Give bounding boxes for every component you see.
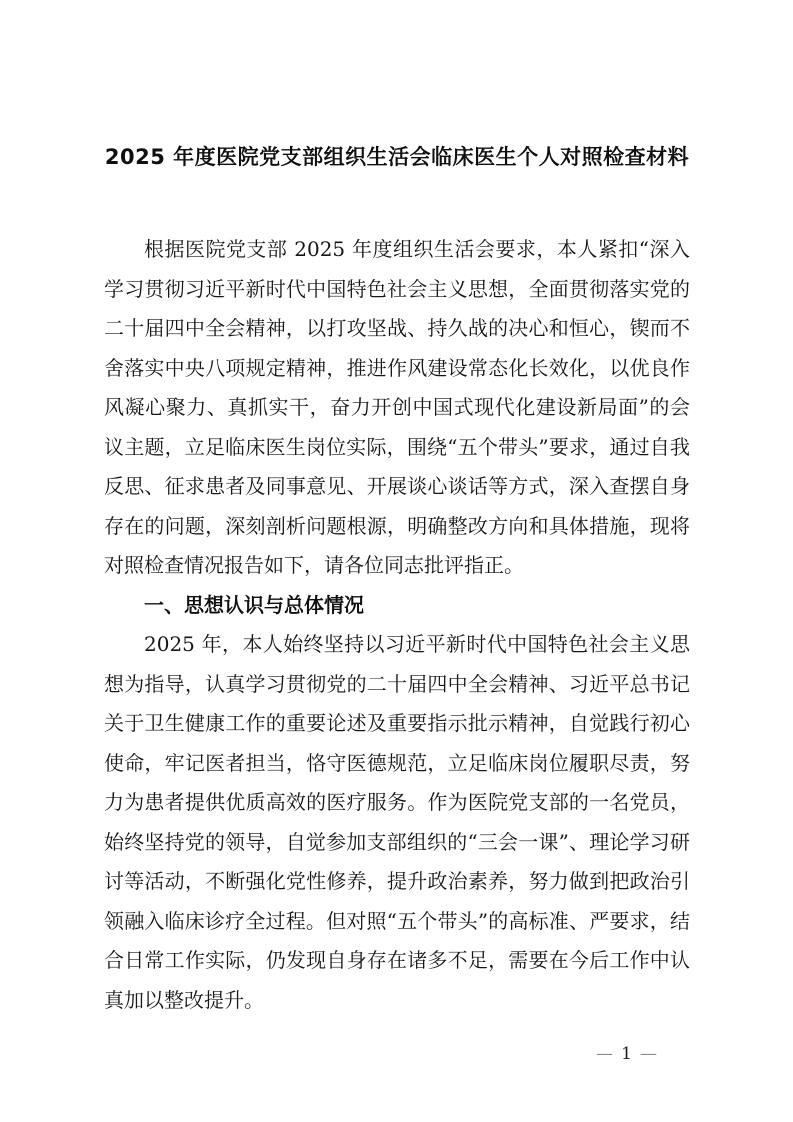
page-number-footer <box>590 1044 665 1064</box>
page-number-right-dash: — <box>640 1044 659 1064</box>
document-content <box>104 142 690 1020</box>
page-number-left-dash: — <box>596 1044 616 1064</box>
page-number-value: 1 <box>621 1044 634 1064</box>
document-title: 2025 年度医院党支部组织生活会临床医生个人对照检查材料 <box>104 145 690 169</box>
section-1-heading: 一、思想认识与总体情况 <box>144 592 364 617</box>
section-1-paragraph: 2025 年，本人始终坚持以习近平新时代中国特色社会主义思想为指导，认真学习贯彻党的二十届四中全会精神、习近平总书记关于卫生健康工作的重要论述及重要指示批示精神，自觉践行初心使命，牢记医者担当，恪守医德规范，立足临床岗位履职尽责，努力为患者提供优质高效的医疗服务。作为医院党支部的一名党员，始终坚持党的领导，自觉参加支部组织的“三会一课”、理论学习研讨等活动，不断强化党性修养，提升政治素养，努力做到把政治引领融入临床诊疗全过程。但对照“五个带头”的高标准、严要求，结合日常工作实际，仍发现自身存在诸多不足，需要在今后工作中认真加以整改提升。 <box>104 632 690 1012</box>
intro-paragraph: 根据医院党支部 2025 年度组织生活会要求，本人紧扣“深入学习贯彻习近平新时代中国特色社会主义思想，全面贯彻落实党的二十届四中全会精神，以打攻坚战、持久战的决心和恒心，锲而不舍落实中央八项规定精神，推进作风建设常态化长效化，以优良作风凝心聚力、真抓实干，奋力开创中国式现代化建设新局面”的会议主题，立足临床医生岗位实际，围绕“五个带头”要求，通过自我反思、征求患者及同事意见、开展谈心谈话等方式，深入查摆自身存在的问题，深刻剖析问题根源，明确整改方向和具体措施，现将对照检查情况报告如下，请各位同志批评指正。 <box>104 237 690 577</box>
